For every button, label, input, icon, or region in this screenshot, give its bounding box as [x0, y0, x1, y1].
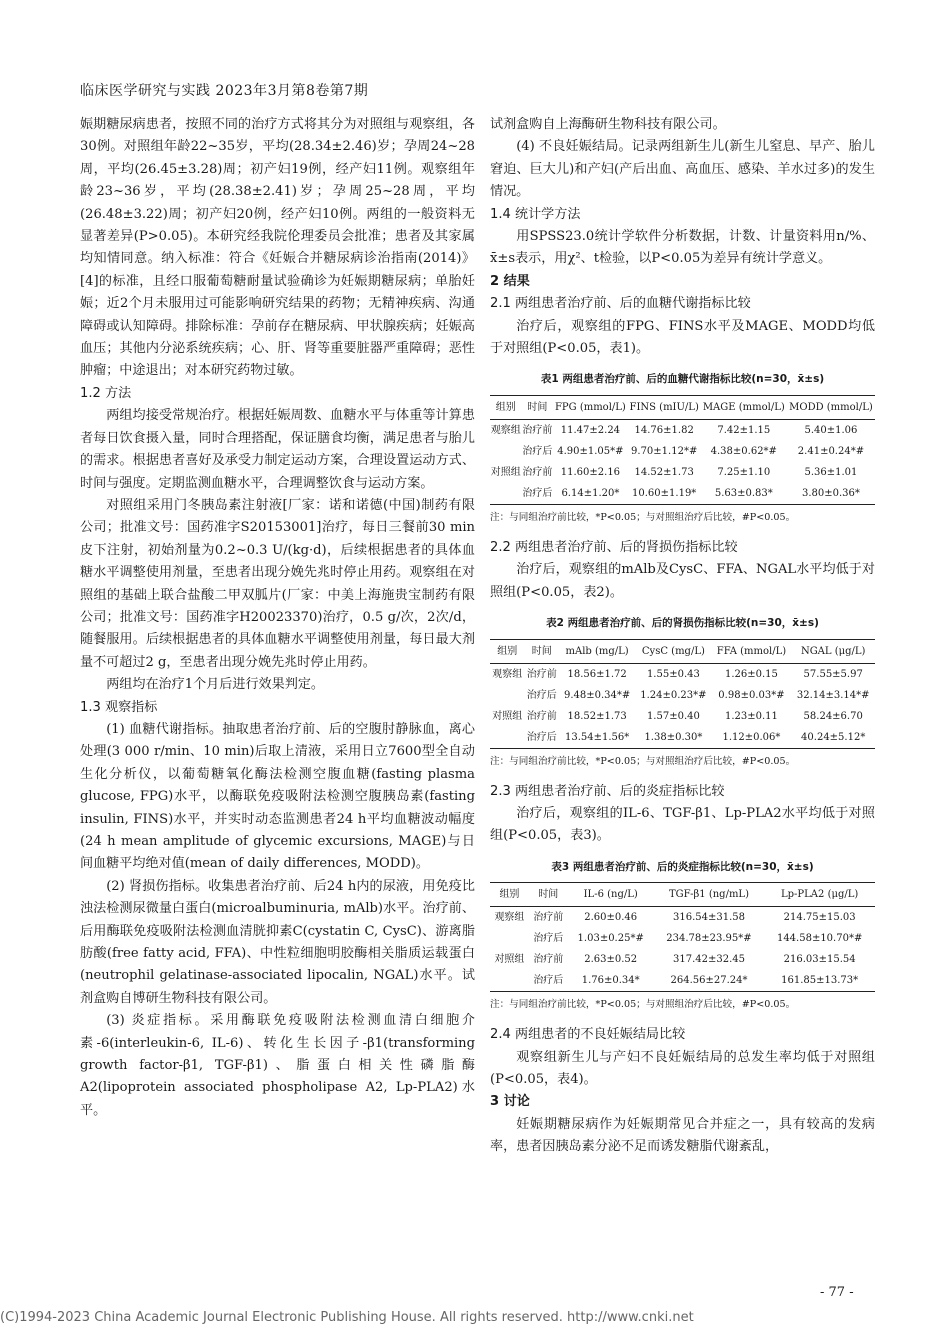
table-cell	[490, 928, 529, 949]
paragraph: 娠期糖尿病患者，按照不同的治疗方式将其分为对照组与观察组，各30例。对照组年龄22~35岁，平均(28.34±2.46)岁；孕周24~28周，平均(26.45±3.28)周；初产妇19例，经产妇11例。观察组年龄23~36岁，平均(28.38±2.41)岁；孕周25~28周，平均(26.48±3.22)周；初产妇20例，经产妇10例。两组的一般资料无显著差异(P>0.05)。本研究经我院伦理委员会批准；患者及其家属均知情同意。纳入标准：符合《妊娠合并糖尿病诊治指南(2014)》[4]的标准，且经口服葡萄糖耐量试验确诊为妊娠期糖尿病；单胎妊娠；近2个月未服用过可能影响研究结果的药物；无精神疾病、沟通障碍或认知障碍。排除标准：孕前存在糖尿病、甲状腺疾病；妊娠高血压；其他内分泌系统疾病；心、肝、肾等重要脏器严重障碍；恶性肿瘤；中途退出；对本研究药物过敏。	[80, 117, 475, 379]
table-cell: 10.60±1.19*	[628, 483, 701, 505]
table-cell: 治疗后	[533, 933, 564, 945]
section-heading: 2.4 两组患者的不良妊娠结局比较	[490, 1027, 686, 1043]
table-cell: 1.76±0.34*	[568, 970, 654, 992]
table-cell: 治疗后	[529, 970, 568, 992]
table-cell: 57.55±5.97	[803, 668, 863, 680]
table-cell: 对照组	[494, 954, 525, 966]
paragraph: 两组均在治疗1个月后进行效果判定。	[106, 677, 325, 693]
table-cell: 治疗后	[522, 483, 554, 505]
table-cell: 对照组	[490, 466, 521, 478]
table-cell: 214.75±15.03	[783, 912, 856, 924]
section-heading: 1.4 统计学方法	[490, 206, 581, 222]
table-cell	[490, 727, 525, 749]
table-row	[490, 727, 875, 749]
section-heading: 2 结果	[490, 273, 530, 289]
table-header-cell: mAlb (mg/L)	[559, 639, 635, 663]
table-cell	[490, 483, 522, 505]
table-cell: 264.56±27.24*	[654, 970, 765, 992]
table-cell: 观察组	[492, 668, 523, 680]
table-cell: 1.12±0.06*	[712, 727, 792, 749]
table-header-cell: Lp-PLA2 (μg/L)	[764, 883, 875, 907]
paragraph: (3) 炎症指标。采用酶联免疫吸附法检测血清白细胞介素-6(interleukin-6, IL-6)、转化生长因子-β1(transforming growth factor-β1, TGF-β1)、脂蛋白相关性磷脂酶A2(lipoprotein associated phospholipase A2, Lp-PLA2)水平。	[80, 1013, 475, 1118]
table-header-cell: NGAL (μg/L)	[791, 639, 875, 663]
table-row	[490, 970, 875, 992]
table-cell: 治疗后	[522, 445, 553, 457]
table-row	[490, 483, 875, 505]
paragraph: 试剂盒购自上海酶研生物科技有限公司。	[490, 117, 726, 132]
right-column	[490, 114, 875, 1159]
paragraph: 治疗后，观察组的mAlb及CysC、FFA、NGAL水平均低于对照组(P<0.05，表2)。	[490, 562, 875, 600]
table-2	[490, 639, 875, 749]
table-row	[490, 907, 875, 929]
section-heading: 3 讨论	[490, 1094, 530, 1110]
table-cell: 观察组	[494, 912, 525, 924]
section-heading: 1.3 观察指标	[80, 699, 158, 715]
paragraph: 治疗后，观察组的IL-6、TGF-β1、Lp-PLA2水平均低于对照组(P<0.05，表3)。	[490, 805, 875, 844]
table-note: 注：与同组治疗前比较，*P<0.05；与对照组治疗后比较，#P<0.05。	[490, 755, 796, 767]
paragraph: 用SPSS23.0统计学软件分析数据，计数、计量资料用n/%、x̄±s表示，用χ²、t检验，以P<0.05为差异有统计学意义。	[490, 229, 875, 267]
table-row	[490, 441, 875, 462]
table-cell: 4.90±1.05*#	[557, 445, 624, 457]
table-caption: 表2 两组患者治疗前、后的肾损伤指标比较(n=30，x̄±s)	[546, 617, 819, 630]
table-cell: 1.24±0.23*#	[640, 689, 707, 701]
table-row	[490, 949, 875, 970]
table-note: 注：与同组治疗前比较，*P<0.05；与对照组治疗后比较，#P<0.05。	[490, 999, 796, 1011]
table-cell: 32.14±3.14*#	[796, 689, 870, 701]
table-header-cell: FINS (mIU/L)	[628, 395, 701, 419]
paragraph: 两组均接受常规治疗。根据妊娠周数、血糖水平与体重等计算患者每日饮食摄入量，同时合理搭配，保证膳食均衡，满足患者与胎儿的需求。根据患者喜好及承受力制定运动方案，合理设置运动方式、时间与强度。定期监测血糖水平，合理调整饮食与运动方案。	[80, 408, 475, 491]
table-cell: 治疗前	[526, 710, 557, 722]
table-header-cell: 时间	[522, 395, 554, 419]
table-header-cell: 组别	[490, 395, 522, 419]
table-header-cell: MODD (mmol/L)	[787, 395, 875, 419]
table-cell: 5.36±1.01	[804, 466, 858, 478]
table-cell: 治疗前	[533, 954, 564, 966]
table-cell: 161.85±13.73*	[764, 970, 875, 992]
table-caption: 表1 两组患者治疗前、后的血糖代谢指标比较(n=30，x̄±s)	[540, 373, 825, 386]
table-cell: 234.78±23.95*#	[666, 933, 752, 945]
table-cell: 3.80±0.36*	[787, 483, 875, 505]
table-cell: 0.98±0.03*#	[718, 689, 785, 701]
paragraph: (2) 肾损伤指标。收集患者治疗前、后24 h内的尿液，用免疫比浊法检测尿微量白蛋白(microalbuminuria, mAlb)水平。治疗前、后用酶联免疫吸附法检测血清胱抑素C(cystatin C, CysC)、游离脂肪酸(free fatty acid, FFA)、中性粒细胞明胶酶相关脂质运载蛋白(neutrophil gelatinase-associated lipocalin, NGAL)水平。试剂盒购自博研生物科技有限公司。	[80, 878, 475, 1006]
table-row	[490, 663, 875, 685]
table-cell: 2.63±0.52	[584, 954, 638, 966]
table-cell: 216.03±15.54	[783, 954, 856, 966]
table-row	[490, 928, 875, 949]
table-header-cell: TGF-β1 (ng/mL)	[654, 883, 765, 907]
table-cell: 7.42±1.15	[717, 424, 771, 436]
table-cell: 6.14±1.20*	[553, 483, 628, 505]
table-cell: 观察组	[490, 424, 521, 436]
running-header: 临床医学研究与实践 2023年3月第8卷第7期	[80, 83, 369, 99]
table-cell: 治疗前	[522, 424, 553, 436]
table-cell: 14.76±1.82	[634, 424, 694, 436]
table-cell: 治疗后	[525, 727, 560, 749]
table-cell: 316.54±31.58	[672, 912, 745, 924]
paragraph: (1) 血糖代谢指标。抽取患者治疗前、后的空腹肘静脉血，离心处理(3 000 r/min、10 min)后取上清液，采用日立7600型全自动生化分析仪，以葡萄糖氧化酶法检测空腹血糖(fasting plasma glucose, FPG)水平，以酶联免疫吸附法检测空腹胰岛素(fasting insulin, FINS)水平，并实时动态监测患者24 h平均血糖波动幅度(24 h mean amplitude of glycemic excursions, MAGE)与日间血糖平均绝对值(mean of daily differences, MODD)。	[80, 721, 475, 872]
table-cell: 18.56±1.72	[567, 668, 627, 680]
table-header-cell: 时间	[525, 639, 560, 663]
table-1	[490, 395, 875, 505]
page-number: - 77 -	[820, 1285, 854, 1300]
paragraph: (4) 不良妊娠结局。记录两组新生儿(新生儿窒息、早产、胎儿窘迫、巨大儿)和产妇(产后出血、高血压、感染、羊水过多)的发生情况。	[490, 139, 875, 200]
table-cell: 13.54±1.56*	[559, 727, 635, 749]
table-header-cell: MAGE (mmol/L)	[701, 395, 787, 419]
table-cell	[490, 441, 522, 462]
table-cell: 317.42±32.45	[672, 954, 745, 966]
table-header-cell: FFA (mmol/L)	[712, 639, 792, 663]
table-cell: 11.47±2.24	[560, 424, 621, 436]
section-heading: 2.3 两组患者治疗前、后的炎症指标比较	[490, 783, 725, 799]
table-cell: 治疗后	[526, 689, 557, 701]
table-header-cell: IL-6 (ng/L)	[568, 883, 654, 907]
table-cell: 1.57±0.40	[646, 710, 700, 722]
table-cell: 2.60±0.46	[584, 912, 638, 924]
table-cell: 治疗前	[526, 668, 557, 680]
table-cell: 4.38±0.62*#	[710, 445, 777, 457]
table-cell	[490, 685, 525, 706]
table-cell: 1.38±0.30*	[635, 727, 711, 749]
paragraph: 对照组采用门冬胰岛素注射液[厂家：诺和诺德(中国)制药有限公司；批准文号：国药准字S20153001]治疗，每日三餐前30 min皮下注射，初始剂量为0.2~0.3 U/(kg·d)，后续根据患者的具体血糖水平调整使用剂量，至患者出现分娩先兆时停止用药。观察组在对照组的基础上联合盐酸二甲双胍片(厂家：中美上海施贵宝制药有限公司；批准文号：国药准字H20023370)治疗，0.5 g/次，2次/d，随餐服用。后续根据患者的具体血糖水平调整使用剂量，每日最大剂量不可超过2 g，至患者出现分娩先兆时停止用药。	[80, 497, 475, 670]
section-heading: 2.2 两组患者治疗前、后的肾损伤指标比较	[490, 539, 738, 555]
copyright-footer: (C)1994-2023 China Academic Journal Electronic Publishing House. All rights reserved. http://www.cnki.net	[0, 1310, 694, 1325]
paragraph: 妊娠期糖尿病作为妊娠期常见合并症之一，具有较高的发病率，患者因胰岛素分泌不足而诱发糖脂代谢紊乱，	[490, 1116, 875, 1155]
table-cell: 58.24±6.70	[803, 710, 863, 722]
section-heading: 1.2 方法	[80, 385, 132, 401]
table-header-cell: CysC (mg/L)	[635, 639, 711, 663]
table-cell: 1.55±0.43	[646, 668, 700, 680]
table-note: 注：与同组治疗前比较，*P<0.05；与对照组治疗后比较，#P<0.05。	[490, 511, 796, 523]
table-cell: 治疗前	[522, 466, 553, 478]
table-cell: 2.41±0.24*#	[797, 445, 865, 457]
table-cell: 治疗前	[533, 912, 564, 924]
table-cell: 11.60±2.16	[560, 466, 621, 478]
table-row	[490, 462, 875, 483]
table-cell: 1.26±0.15	[724, 668, 778, 680]
table-cell	[490, 970, 529, 992]
paragraph: 观察组新生儿与产妇不良妊娠结局的总发生率均低于对照组(P<0.05，表4)。	[490, 1049, 875, 1087]
table-row	[490, 706, 875, 727]
table-header-cell: 组别	[490, 883, 529, 907]
left-column	[80, 114, 475, 1122]
table-row	[490, 685, 875, 706]
table-cell: 18.52±1.73	[567, 710, 627, 722]
paragraph: 治疗后，观察组的FPG、FINS水平及MAGE、MODD均低于对照组(P<0.05，表1)。	[490, 318, 875, 357]
table-cell: 5.40±1.06	[804, 424, 858, 436]
section-heading: 2.1 两组患者治疗前、后的血糖代谢指标比较	[490, 296, 751, 312]
table-cell: 5.63±0.83*	[701, 483, 787, 505]
table-header-cell: 时间	[529, 883, 568, 907]
table-header-cell: 组别	[490, 639, 525, 663]
table-cell: 14.52±1.73	[634, 466, 694, 478]
table-cell: 1.03±0.25*#	[577, 933, 644, 945]
table-cell: 9.48±0.34*#	[563, 689, 631, 701]
table-cell: 9.70±1.12*#	[631, 445, 698, 457]
table-cell: 144.58±10.70*#	[776, 933, 863, 945]
table-cell: 对照组	[492, 710, 523, 722]
table-3	[490, 882, 875, 992]
table-header-cell: FPG (mmol/L)	[553, 395, 628, 419]
table-row	[490, 419, 875, 441]
table-cell: 7.25±1.10	[717, 466, 771, 478]
table-cell: 40.24±5.12*	[791, 727, 875, 749]
table-cell: 1.23±0.11	[724, 710, 778, 722]
table-caption: 表3 两组患者治疗前、后的炎症指标比较(n=30，x̄±s)	[551, 860, 814, 873]
